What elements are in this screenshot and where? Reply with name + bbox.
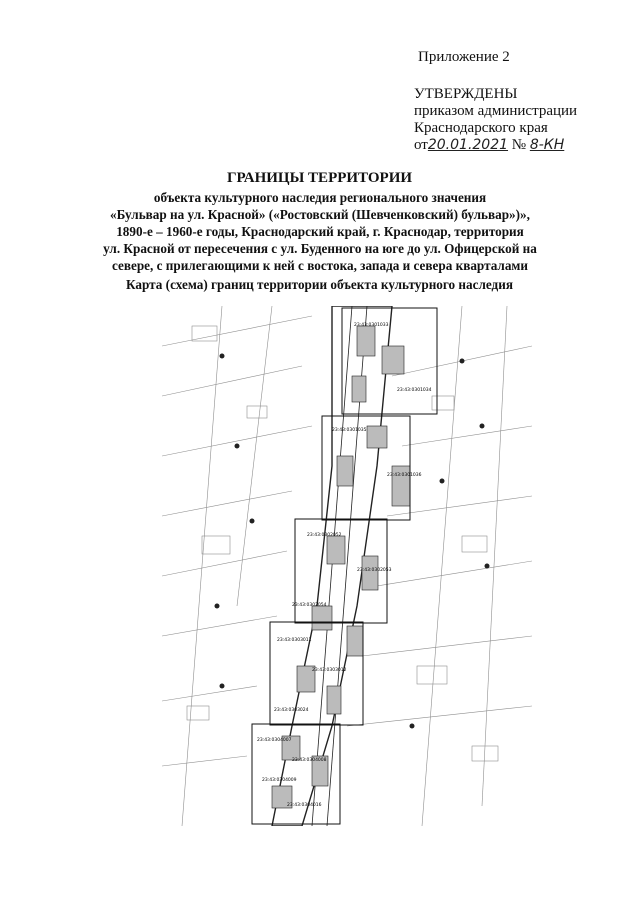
- subtitle-line: объекта культурного наследия регионального значения: [153, 190, 487, 205]
- approval-block: [414, 86, 577, 154]
- date-prefix: от: [414, 137, 428, 153]
- map-sheet-frames: [252, 308, 437, 824]
- number-value: 8-КН: [529, 137, 565, 153]
- map-drawing: [162, 306, 532, 826]
- cadastral-label: 23:43:0304008: [292, 758, 327, 763]
- cadastral-label: 23:43:0301035: [332, 428, 367, 433]
- quarter-buildings: [272, 326, 410, 808]
- territory-map: [162, 306, 532, 826]
- approved-heading: УТВЕРЖДЕНЫ: [414, 86, 518, 102]
- document-title: ГРАНИЦЫ ТЕРРИТОРИИ: [226, 170, 413, 186]
- cadastral-label: 23:43:0301034: [397, 388, 432, 393]
- cadastral-label: 23:43:0302052: [307, 533, 342, 538]
- cadastral-label: 23:43:0302053: [357, 568, 392, 573]
- cadastral-label: 23:43:0304016: [287, 803, 322, 808]
- document-subtitle: [60, 189, 580, 274]
- subtitle-line: севере, с прилегающими к ней с востока, запада и севера кварталами: [111, 258, 528, 273]
- approved-region-line: Краснодарского края: [414, 120, 548, 136]
- cadastral-label: 23:43:0301036: [387, 473, 422, 478]
- subtitle-line: «Бульвар на ул. Красной» («Ростовский (Шевченковский) бульвар»)»,: [110, 207, 530, 222]
- subtitle-line: ул. Красной от пересечения с ул. Буденного на юге до ул. Офицерской на: [103, 241, 537, 256]
- map-title: Карта (схема) границ территории объекта культурного наследия: [126, 277, 513, 292]
- cadastral-label: 23:43:0303012: [312, 668, 347, 673]
- cadastral-label: 23:43:0301033: [354, 323, 389, 328]
- approved-date-line: [414, 137, 577, 154]
- date-value: 20.01.2021: [427, 137, 509, 153]
- approved-order-line: приказом администрации: [414, 103, 578, 119]
- cadastral-label: 23:43:0304007: [257, 738, 292, 743]
- cadastral-label: 23:43:0304009: [262, 778, 297, 783]
- cadastral-label: 23:43:0302054: [292, 603, 327, 608]
- cadastral-label: 23:43:0303024: [274, 708, 309, 713]
- number-prefix: №: [511, 137, 527, 153]
- cadastral-label: 23:43:0303011: [277, 638, 312, 643]
- appendix-label: Приложение 2: [418, 49, 510, 65]
- frame-labels: [257, 322, 432, 808]
- subtitle-line: 1890-е – 1960-е годы, Краснодарский край, г. Краснодар, территория: [116, 224, 524, 239]
